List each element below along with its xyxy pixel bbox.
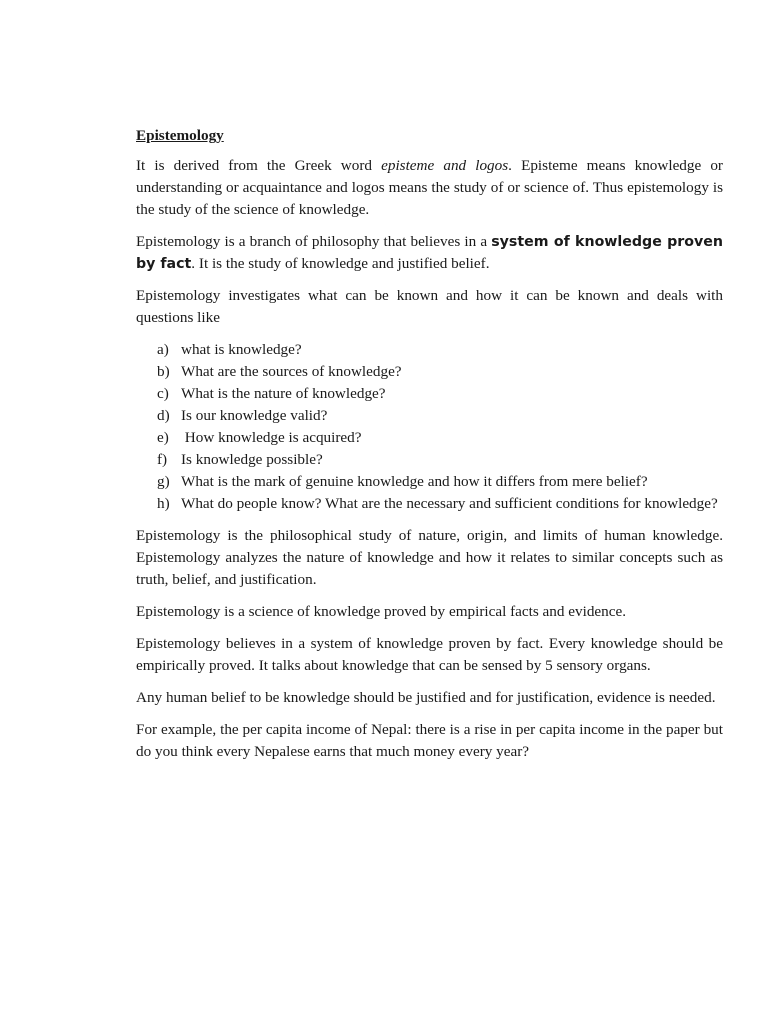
- list-marker: a): [157, 341, 169, 358]
- list-item-text: what is knowledge?: [181, 341, 302, 358]
- list-item: [136, 427, 723, 449]
- list-item: [136, 339, 723, 361]
- list-item: [136, 471, 723, 493]
- list-item: [136, 405, 723, 427]
- list-item-text: Is knowledge possible?: [181, 451, 323, 468]
- page-title: Epistemology: [136, 127, 224, 144]
- question-list: [136, 339, 723, 515]
- paragraph-definition-start: Epistemology is a branch of philosophy that believes in a: [136, 233, 492, 250]
- paragraph-questions-intro: Epistemology investigates what can be known and how it can be known and deals with questions like: [136, 287, 723, 326]
- list-item-text: What is the nature of knowledge?: [181, 385, 386, 402]
- list-item-text: Is our knowledge valid?: [181, 407, 328, 424]
- paragraph-philosophical-study: Epistemology is the philosophical study of nature, origin, and limits of human knowledge. Epistemology analyzes the nature of knowledge and how it relates to similar concepts such as truth, belief, and justification.: [136, 527, 723, 588]
- paragraph-empirical: Epistemology is a science of knowledge proved by empirical facts and evidence.: [136, 603, 627, 620]
- list-marker: g): [157, 473, 170, 490]
- list-item-text: What is the mark of genuine knowledge and how it differs from mere belief?: [181, 473, 648, 490]
- list-marker: h): [157, 495, 170, 512]
- paragraph-etymology-end: . Episteme means knowledge or understanding or acquaintance and logos means the study of or science of. Thus epistemology is the study of the science of knowledge.: [136, 157, 723, 218]
- list-item: [136, 449, 723, 471]
- document-page: [136, 126, 723, 773]
- paragraph-etymology: [136, 155, 723, 221]
- paragraph-example: For example, the per capita income of Nepal: there is a rise in per capita income in the paper but do you think every Nepalese earns that much money every year?: [136, 721, 723, 760]
- list-item: [136, 493, 723, 515]
- paragraph-definition-end: . It is the study of knowledge and justified belief.: [191, 255, 490, 272]
- list-marker: c): [157, 385, 169, 402]
- list-item-text: What do people know? What are the necessary and sufficient conditions for knowledge?: [181, 495, 718, 512]
- list-marker: e): [157, 429, 169, 446]
- list-marker: d): [157, 407, 170, 424]
- bold-phrase: system of knowledge proven by fact: [136, 234, 723, 272]
- list-item-text: How knowledge is acquired?: [181, 429, 362, 446]
- paragraph-definition: [136, 231, 723, 275]
- greek-words: episteme and logos: [381, 157, 509, 174]
- list-item: [136, 383, 723, 405]
- list-marker: b): [157, 363, 170, 380]
- list-item-text: What are the sources of knowledge?: [181, 363, 402, 380]
- list-item: [136, 361, 723, 383]
- paragraph-justification: Any human belief to be knowledge should be justified and for justification, evidence is needed.: [136, 689, 716, 706]
- paragraph-etymology-start: It is derived from the Greek word: [136, 157, 382, 174]
- paragraph-sensory: Epistemology believes in a system of knowledge proven by fact. Every knowledge should be empirically proved. It talks about knowledge that can be sensed by 5 sensory organs.: [136, 635, 723, 674]
- list-marker: f): [157, 451, 168, 468]
